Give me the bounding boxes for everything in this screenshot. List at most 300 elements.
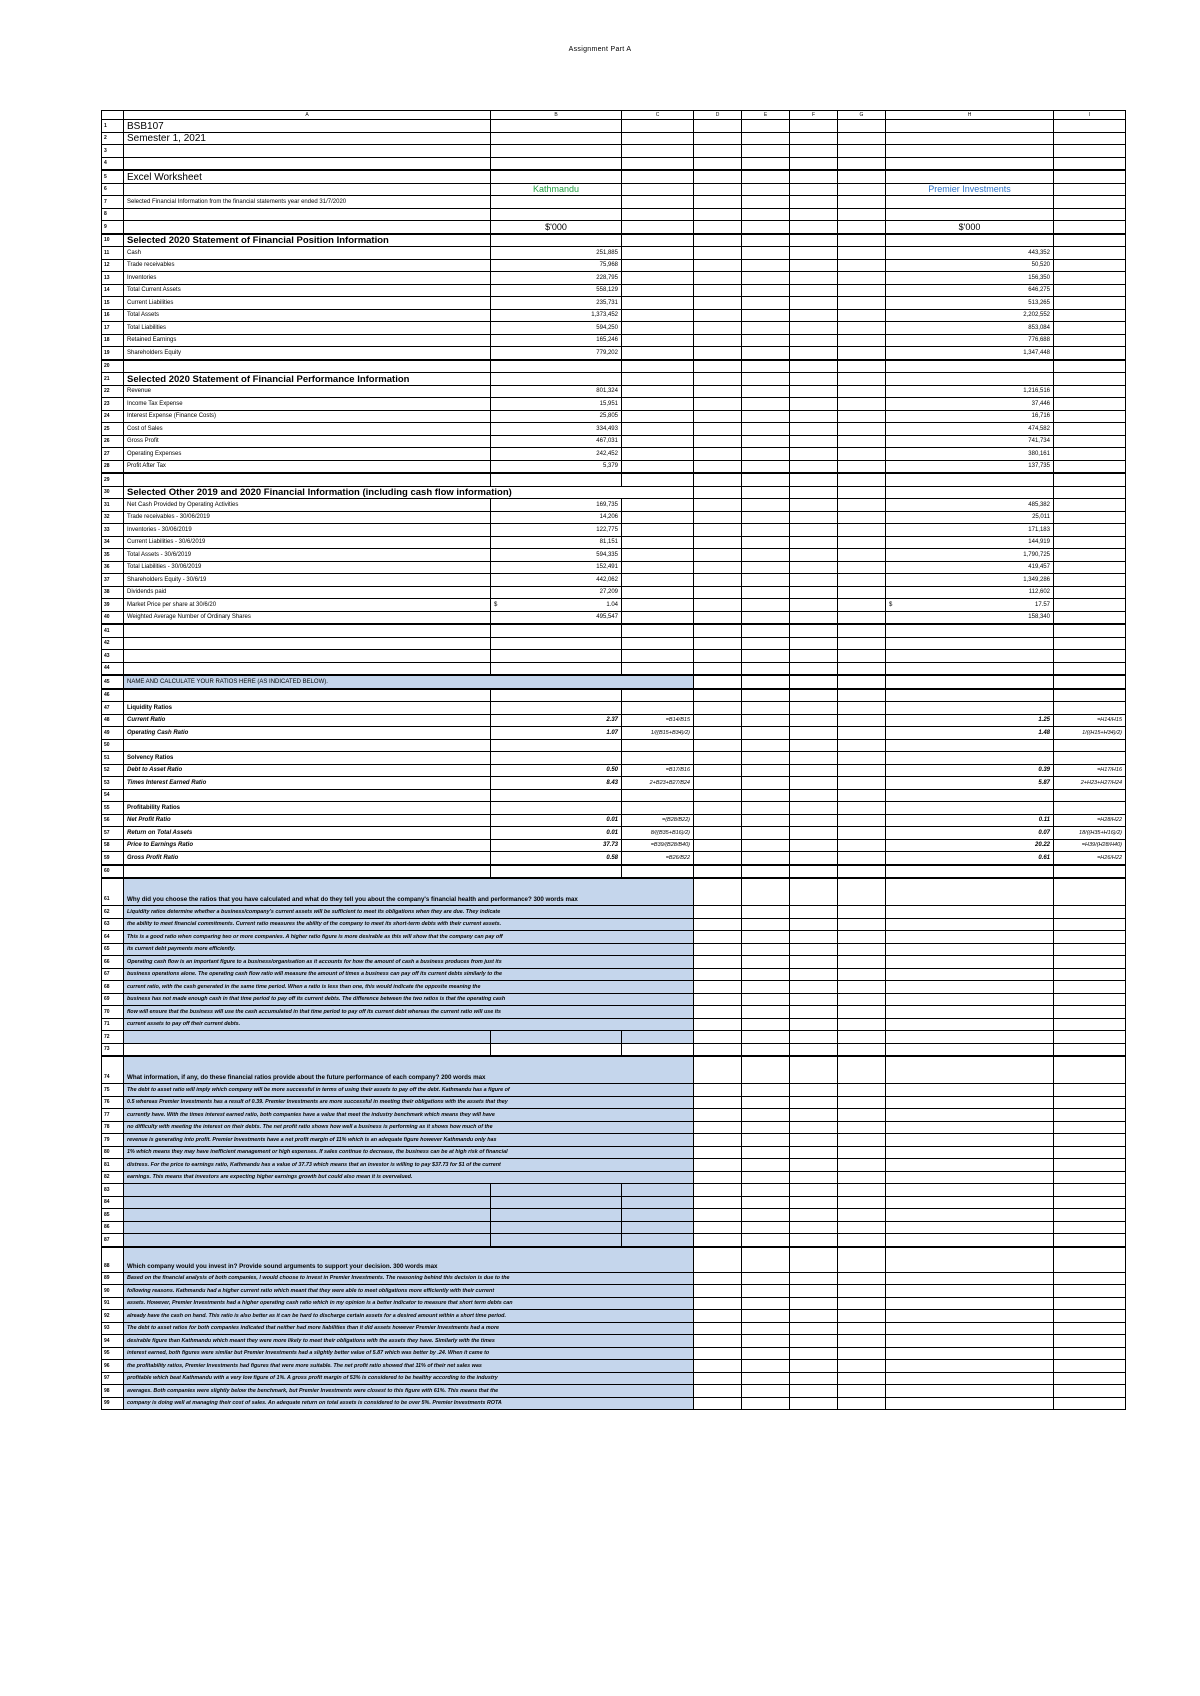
cell-b[interactable] (491, 234, 622, 247)
cell-c[interactable] (622, 586, 694, 599)
cell-f[interactable] (790, 1134, 838, 1147)
cell-g[interactable] (838, 764, 886, 777)
cell-c[interactable] (622, 385, 694, 398)
row-header[interactable]: 73 (102, 1043, 124, 1056)
row-header[interactable]: 93 (102, 1322, 124, 1335)
cell-g[interactable] (838, 586, 886, 599)
cell-g[interactable] (838, 334, 886, 347)
cell-d[interactable] (694, 347, 742, 360)
cell-b[interactable]: 37.73 (491, 839, 622, 852)
cell-e[interactable] (742, 839, 790, 852)
row-header[interactable]: 75 (102, 1084, 124, 1097)
row-header[interactable]: 52 (102, 764, 124, 777)
row-header[interactable]: 48 (102, 714, 124, 727)
cell-f[interactable] (790, 574, 838, 587)
cell-a[interactable]: Cost of Sales (124, 423, 491, 436)
cell-h[interactable] (886, 473, 1054, 486)
cell-i[interactable] (1054, 309, 1126, 322)
cell-f[interactable] (790, 460, 838, 473)
cell-e[interactable] (742, 739, 790, 752)
cell-i[interactable] (1054, 878, 1126, 906)
cell-i[interactable] (1054, 157, 1126, 170)
cell-a[interactable]: Solvency Ratios (124, 752, 491, 765)
cell-g[interactable] (838, 1221, 886, 1234)
cell-a[interactable]: desirable figure than Kathmandu which meant they were more likely to meet their obligations with the assets they have. Similarly with the times (124, 1335, 694, 1348)
cell-b[interactable]: 242,452 (491, 448, 622, 461)
cell-e[interactable] (742, 827, 790, 840)
cell-g[interactable] (838, 473, 886, 486)
cell-g[interactable] (838, 1006, 886, 1019)
cell-h[interactable] (886, 1006, 1054, 1019)
cell-a[interactable]: Excel Worksheet (124, 170, 491, 183)
cell-e[interactable] (742, 1056, 790, 1084)
cell-g[interactable] (838, 145, 886, 158)
cell-c[interactable] (622, 702, 694, 715)
cell-e[interactable] (742, 272, 790, 285)
cell-g[interactable] (838, 777, 886, 790)
cell-a[interactable]: What information, if any, do these financial ratios provide about the future performance of each company? 200 words max (124, 1056, 694, 1084)
cell-e[interactable] (742, 675, 790, 689)
row-header[interactable]: 49 (102, 727, 124, 740)
cell-c[interactable] (622, 221, 694, 234)
cell-c[interactable] (622, 145, 694, 158)
cell-d[interactable] (694, 259, 742, 272)
cell-i[interactable] (1054, 499, 1126, 512)
cell-h[interactable]: 0.07 (886, 827, 1054, 840)
cell-d[interactable] (694, 1360, 742, 1373)
cell-f[interactable] (790, 170, 838, 183)
cell-h[interactable]: 0.61 (886, 852, 1054, 865)
cell-a[interactable]: Selected 2020 Statement of Financial Performance Information (124, 373, 491, 386)
cell-e[interactable] (742, 561, 790, 574)
cell-h[interactable] (886, 956, 1054, 969)
cell-i[interactable] (1054, 1297, 1126, 1310)
cell-a[interactable]: earnings. This means that investors are expecting higher earnings growth but could also mean it is overvalued. (124, 1171, 694, 1184)
cell-h[interactable] (886, 1056, 1054, 1084)
cell-i[interactable] (1054, 1209, 1126, 1222)
cell-a[interactable]: company is doing well at managing their cost of sales. An adequate return on total assets is considered to be over 5%. Premier Investments ROTA (124, 1397, 694, 1410)
cell-h[interactable] (886, 1322, 1054, 1335)
cell-h[interactable]: 5.87 (886, 777, 1054, 790)
cell-d[interactable] (694, 196, 742, 209)
cell-h[interactable]: 1.48 (886, 727, 1054, 740)
row-header[interactable]: 20 (102, 360, 124, 373)
cell-i[interactable] (1054, 968, 1126, 981)
cell-e[interactable] (742, 865, 790, 879)
cell-e[interactable] (742, 499, 790, 512)
cell-g[interactable] (838, 611, 886, 624)
cell-c[interactable] (622, 637, 694, 650)
cell-b[interactable] (491, 650, 622, 663)
cell-f[interactable] (790, 259, 838, 272)
cell-f[interactable] (790, 714, 838, 727)
cell-i[interactable] (1054, 347, 1126, 360)
cell-i[interactable]: =H28/H22 (1054, 814, 1126, 827)
cell-c[interactable] (622, 208, 694, 221)
cell-c[interactable] (622, 297, 694, 310)
cell-i[interactable] (1054, 1360, 1126, 1373)
row-header[interactable]: 18 (102, 334, 124, 347)
cell-a[interactable]: business operations alone. The operating cash flow ratio will measure the amount of times a business can pay off its current debts similarly to the (124, 968, 694, 981)
cell-h[interactable]: 853,084 (886, 322, 1054, 335)
cell-h[interactable] (886, 1109, 1054, 1122)
cell-e[interactable] (742, 1184, 790, 1197)
cell-h[interactable]: 2,202,552 (886, 309, 1054, 322)
cell-h[interactable] (886, 789, 1054, 802)
cell-e[interactable] (742, 764, 790, 777)
cell-i[interactable] (1054, 1184, 1126, 1197)
cell-h[interactable] (886, 931, 1054, 944)
row-header[interactable]: 11 (102, 247, 124, 260)
cell-a[interactable]: Market Price per share at 30/6/20 (124, 599, 491, 612)
cell-f[interactable] (790, 183, 838, 196)
row-header[interactable]: 36 (102, 561, 124, 574)
cell-f[interactable] (790, 423, 838, 436)
cell-d[interactable] (694, 662, 742, 675)
cell-h[interactable] (886, 1184, 1054, 1197)
cell-b[interactable] (491, 789, 622, 802)
cell-b[interactable]: 0.01 (491, 827, 622, 840)
cell-d[interactable] (694, 1247, 742, 1273)
cell-e[interactable] (742, 511, 790, 524)
cell-h[interactable] (886, 1121, 1054, 1134)
cell-e[interactable] (742, 1159, 790, 1172)
cell-c[interactable] (622, 170, 694, 183)
cell-a[interactable]: Which company would you invest in? Provide sound arguments to support your decision. 300 words max (124, 1247, 694, 1273)
cell-c[interactable] (622, 1196, 694, 1209)
cell-h[interactable] (886, 993, 1054, 1006)
cell-d[interactable] (694, 183, 742, 196)
cell-h[interactable]: 474,582 (886, 423, 1054, 436)
cell-f[interactable] (790, 956, 838, 969)
cell-b[interactable]: 14,206 (491, 511, 622, 524)
cell-b[interactable] (491, 196, 622, 209)
cell-c[interactable] (622, 499, 694, 512)
cell-i[interactable] (1054, 183, 1126, 196)
cell-e[interactable] (742, 943, 790, 956)
cell-g[interactable] (838, 120, 886, 133)
cell-f[interactable] (790, 1146, 838, 1159)
row-header[interactable]: 38 (102, 586, 124, 599)
cell-f[interactable] (790, 247, 838, 260)
cell-i[interactable] (1054, 650, 1126, 663)
cell-i[interactable] (1054, 423, 1126, 436)
row-header[interactable]: 86 (102, 1221, 124, 1234)
cell-e[interactable] (742, 714, 790, 727)
cell-h[interactable]: 144,919 (886, 536, 1054, 549)
row-header[interactable]: 41 (102, 624, 124, 637)
cell-a[interactable]: Shareholders Equity (124, 347, 491, 360)
cell-a[interactable]: Gross Profit (124, 435, 491, 448)
cell-g[interactable] (838, 752, 886, 765)
cell-a[interactable]: Total Current Assets (124, 284, 491, 297)
cell-a[interactable]: Weighted Average Number of Ordinary Shares (124, 611, 491, 624)
cell-d[interactable] (694, 511, 742, 524)
cell-i[interactable] (1054, 1322, 1126, 1335)
cell-d[interactable] (694, 499, 742, 512)
cell-b[interactable]: 467,031 (491, 435, 622, 448)
cell-b[interactable] (491, 865, 622, 879)
cell-g[interactable] (838, 574, 886, 587)
cell-i[interactable] (1054, 435, 1126, 448)
cell-b[interactable]: 779,202 (491, 347, 622, 360)
cell-f[interactable] (790, 297, 838, 310)
cell-f[interactable] (790, 1121, 838, 1134)
cell-e[interactable] (742, 1360, 790, 1373)
cell-e[interactable] (742, 1221, 790, 1234)
cell-b[interactable] (491, 360, 622, 373)
cell-f[interactable] (790, 549, 838, 562)
cell-c[interactable]: =B39/(B28/B40) (622, 839, 694, 852)
cell-h[interactable]: 1,347,448 (886, 347, 1054, 360)
cell-a[interactable]: flow will ensure that the business will use the cash accumulated in that time period to pay off its current debt whereas the current ratio will use its (124, 1006, 694, 1019)
cell-g[interactable] (838, 802, 886, 815)
cell-f[interactable] (790, 536, 838, 549)
cell-e[interactable] (742, 435, 790, 448)
row-header[interactable]: 34 (102, 536, 124, 549)
row-header[interactable]: 17 (102, 322, 124, 335)
cell-h[interactable]: 646,275 (886, 284, 1054, 297)
cell-a[interactable]: Inventories - 30/06/2019 (124, 524, 491, 537)
cell-d[interactable] (694, 1322, 742, 1335)
cell-g[interactable] (838, 347, 886, 360)
cell-d[interactable] (694, 1310, 742, 1323)
cell-a[interactable] (124, 739, 491, 752)
cell-a[interactable]: NAME AND CALCULATE YOUR RATIOS HERE (AS INDICATED BELOW). (124, 675, 694, 689)
cell-a[interactable]: Retained Earnings (124, 334, 491, 347)
cell-i[interactable] (1054, 1347, 1126, 1360)
cell-b[interactable]: 801,324 (491, 385, 622, 398)
cell-d[interactable] (694, 852, 742, 865)
cell-c[interactable] (622, 1043, 694, 1056)
cell-i[interactable]: 18/((H35+H16)/2) (1054, 827, 1126, 840)
cell-h[interactable] (886, 1234, 1054, 1247)
cell-e[interactable] (742, 689, 790, 702)
cell-a[interactable]: The debt to asset ratio will imply which company will be more successful in terms of using their assets to pay off the debt. Kathmandu has a figure of (124, 1084, 694, 1097)
cell-d[interactable] (694, 1221, 742, 1234)
cell-a[interactable]: current ratio, with the cash generated in the same time period. When a ratio is less than one, this would indicate the opposite meaning the (124, 981, 694, 994)
cell-a[interactable] (124, 360, 491, 373)
cell-h[interactable] (886, 739, 1054, 752)
cell-e[interactable] (742, 599, 790, 612)
cell-a[interactable]: interest earned, both figures were similar but Premier Investments had a slightly better value of 5.87 which was better by .24. When it came to (124, 1347, 694, 1360)
cell-h[interactable] (886, 1096, 1054, 1109)
row-header[interactable]: 4 (102, 157, 124, 170)
cell-h[interactable] (886, 208, 1054, 221)
cell-f[interactable] (790, 309, 838, 322)
cell-f[interactable] (790, 918, 838, 931)
row-header[interactable]: 40 (102, 611, 124, 624)
cell-f[interactable] (790, 1335, 838, 1348)
cell-e[interactable] (742, 968, 790, 981)
cell-a[interactable] (124, 662, 491, 675)
cell-a[interactable]: averages. Both companies were slightly below the benchmark, but Premier Investments were closest to this figure with 61%. This means that the (124, 1385, 694, 1398)
cell-f[interactable] (790, 1171, 838, 1184)
cell-f[interactable] (790, 334, 838, 347)
cell-i[interactable] (1054, 196, 1126, 209)
cell-g[interactable] (838, 1018, 886, 1031)
cell-c[interactable] (622, 561, 694, 574)
cell-g[interactable] (838, 1196, 886, 1209)
cell-d[interactable] (694, 637, 742, 650)
cell-e[interactable] (742, 1134, 790, 1147)
cell-h[interactable]: Premier Investments (886, 183, 1054, 196)
cell-a[interactable]: Income Tax Expense (124, 398, 491, 411)
cell-f[interactable] (790, 764, 838, 777)
cell-c[interactable] (622, 511, 694, 524)
cell-e[interactable] (742, 918, 790, 931)
cell-d[interactable] (694, 1006, 742, 1019)
cell-g[interactable] (838, 524, 886, 537)
cell-h[interactable]: 1,216,516 (886, 385, 1054, 398)
cell-i[interactable] (1054, 943, 1126, 956)
cell-g[interactable] (838, 1360, 886, 1373)
cell-b[interactable] (491, 637, 622, 650)
cell-d[interactable] (694, 448, 742, 461)
row-header[interactable]: 26 (102, 435, 124, 448)
cell-c[interactable] (622, 259, 694, 272)
cell-h[interactable] (886, 145, 1054, 158)
cell-e[interactable] (742, 752, 790, 765)
row-header[interactable]: 15 (102, 297, 124, 310)
cell-f[interactable] (790, 611, 838, 624)
cell-d[interactable] (694, 586, 742, 599)
cell-a[interactable] (124, 789, 491, 802)
cell-g[interactable] (838, 624, 886, 637)
row-header[interactable]: 28 (102, 460, 124, 473)
cell-i[interactable] (1054, 1221, 1126, 1234)
cell-d[interactable] (694, 981, 742, 994)
cell-i[interactable] (1054, 561, 1126, 574)
cell-g[interactable] (838, 839, 886, 852)
cell-h[interactable]: 171,183 (886, 524, 1054, 537)
cell-d[interactable] (694, 1056, 742, 1084)
cell-g[interactable] (838, 322, 886, 335)
cell-d[interactable] (694, 234, 742, 247)
cell-b[interactable] (491, 1184, 622, 1197)
cell-a[interactable]: This is a good ratio when comparing two or more companies. A higher ratio figure is more desirable as this will show that the company can pay off (124, 931, 694, 944)
cell-d[interactable] (694, 574, 742, 587)
cell-d[interactable] (694, 360, 742, 373)
cell-i[interactable] (1054, 1310, 1126, 1323)
cell-c[interactable] (622, 1184, 694, 1197)
cell-d[interactable] (694, 727, 742, 740)
cell-i[interactable] (1054, 549, 1126, 562)
cell-g[interactable] (838, 385, 886, 398)
row-header[interactable]: 66 (102, 956, 124, 969)
cell-g[interactable] (838, 132, 886, 145)
cell-f[interactable] (790, 906, 838, 919)
row-header[interactable]: 88 (102, 1247, 124, 1273)
cell-c[interactable]: =B26/B22 (622, 852, 694, 865)
cell-h[interactable]: 0.11 (886, 814, 1054, 827)
cell-g[interactable] (838, 702, 886, 715)
cell-g[interactable] (838, 272, 886, 285)
cell-h[interactable] (886, 752, 1054, 765)
cell-e[interactable] (742, 208, 790, 221)
cell-i[interactable] (1054, 1385, 1126, 1398)
cell-i[interactable] (1054, 221, 1126, 234)
cell-h[interactable] (886, 637, 1054, 650)
cell-e[interactable] (742, 309, 790, 322)
row-header[interactable]: 35 (102, 549, 124, 562)
cell-h[interactable]: 137,735 (886, 460, 1054, 473)
cell-h[interactable] (886, 650, 1054, 663)
cell-i[interactable] (1054, 956, 1126, 969)
cell-b[interactable]: 122,775 (491, 524, 622, 537)
cell-b[interactable]: 251,885 (491, 247, 622, 260)
row-header[interactable]: 61 (102, 878, 124, 906)
row-header[interactable]: 32 (102, 511, 124, 524)
cell-d[interactable] (694, 993, 742, 1006)
cell-e[interactable] (742, 1121, 790, 1134)
cell-e[interactable] (742, 473, 790, 486)
cell-e[interactable] (742, 611, 790, 624)
cell-e[interactable] (742, 1043, 790, 1056)
cell-f[interactable] (790, 524, 838, 537)
cell-f[interactable] (790, 1285, 838, 1298)
row-header[interactable]: 96 (102, 1360, 124, 1373)
cell-e[interactable] (742, 814, 790, 827)
cell-a[interactable]: Semester 1, 2021 (124, 132, 491, 145)
row-header[interactable]: 33 (102, 524, 124, 537)
cell-e[interactable] (742, 637, 790, 650)
cell-d[interactable] (694, 1096, 742, 1109)
cell-a[interactable]: 0.5 whereas Premier Investments has a result of 0.39. Premier Investments are more successful in meeting their obligations with the assets that they (124, 1096, 694, 1109)
cell-i[interactable] (1054, 865, 1126, 879)
cell-h[interactable]: 1,790,725 (886, 549, 1054, 562)
cell-d[interactable] (694, 702, 742, 715)
cell-c[interactable] (622, 410, 694, 423)
cell-d[interactable] (694, 1347, 742, 1360)
cell-h[interactable] (886, 624, 1054, 637)
cell-b[interactable]: 334,493 (491, 423, 622, 436)
cell-e[interactable] (742, 145, 790, 158)
cell-i[interactable] (1054, 662, 1126, 675)
cell-f[interactable] (790, 1272, 838, 1285)
row-header[interactable]: 87 (102, 1234, 124, 1247)
row-header[interactable]: 8 (102, 208, 124, 221)
cell-i[interactable]: =H26/H22 (1054, 852, 1126, 865)
cell-b[interactable]: 152,491 (491, 561, 622, 574)
cell-f[interactable] (790, 448, 838, 461)
cell-a[interactable]: no difficulty with meeting the interest on their debts. The net profit ratio shows how well a business is performing as it shows how much of the (124, 1121, 694, 1134)
cell-g[interactable] (838, 1121, 886, 1134)
cell-i[interactable] (1054, 536, 1126, 549)
cell-d[interactable] (694, 802, 742, 815)
cell-g[interactable] (838, 1372, 886, 1385)
cell-g[interactable] (838, 410, 886, 423)
cell-g[interactable] (838, 993, 886, 1006)
cell-c[interactable] (622, 132, 694, 145)
cell-i[interactable]: 2+H23+H27/H24 (1054, 777, 1126, 790)
cell-e[interactable] (742, 1272, 790, 1285)
cell-h[interactable]: 25,011 (886, 511, 1054, 524)
cell-i[interactable] (1054, 460, 1126, 473)
row-header[interactable]: 79 (102, 1134, 124, 1147)
cell-g[interactable] (838, 1109, 886, 1122)
cell-b[interactable]: 1,373,452 (491, 309, 622, 322)
cell-d[interactable] (694, 1031, 742, 1044)
column-header-i[interactable]: I (1054, 111, 1126, 120)
row-header[interactable]: 84 (102, 1196, 124, 1209)
cell-h[interactable] (886, 662, 1054, 675)
row-header[interactable]: 62 (102, 906, 124, 919)
cell-h[interactable]: 1,349,286 (886, 574, 1054, 587)
cell-e[interactable] (742, 247, 790, 260)
cell-i[interactable] (1054, 1171, 1126, 1184)
cell-b[interactable]: 442,062 (491, 574, 622, 587)
